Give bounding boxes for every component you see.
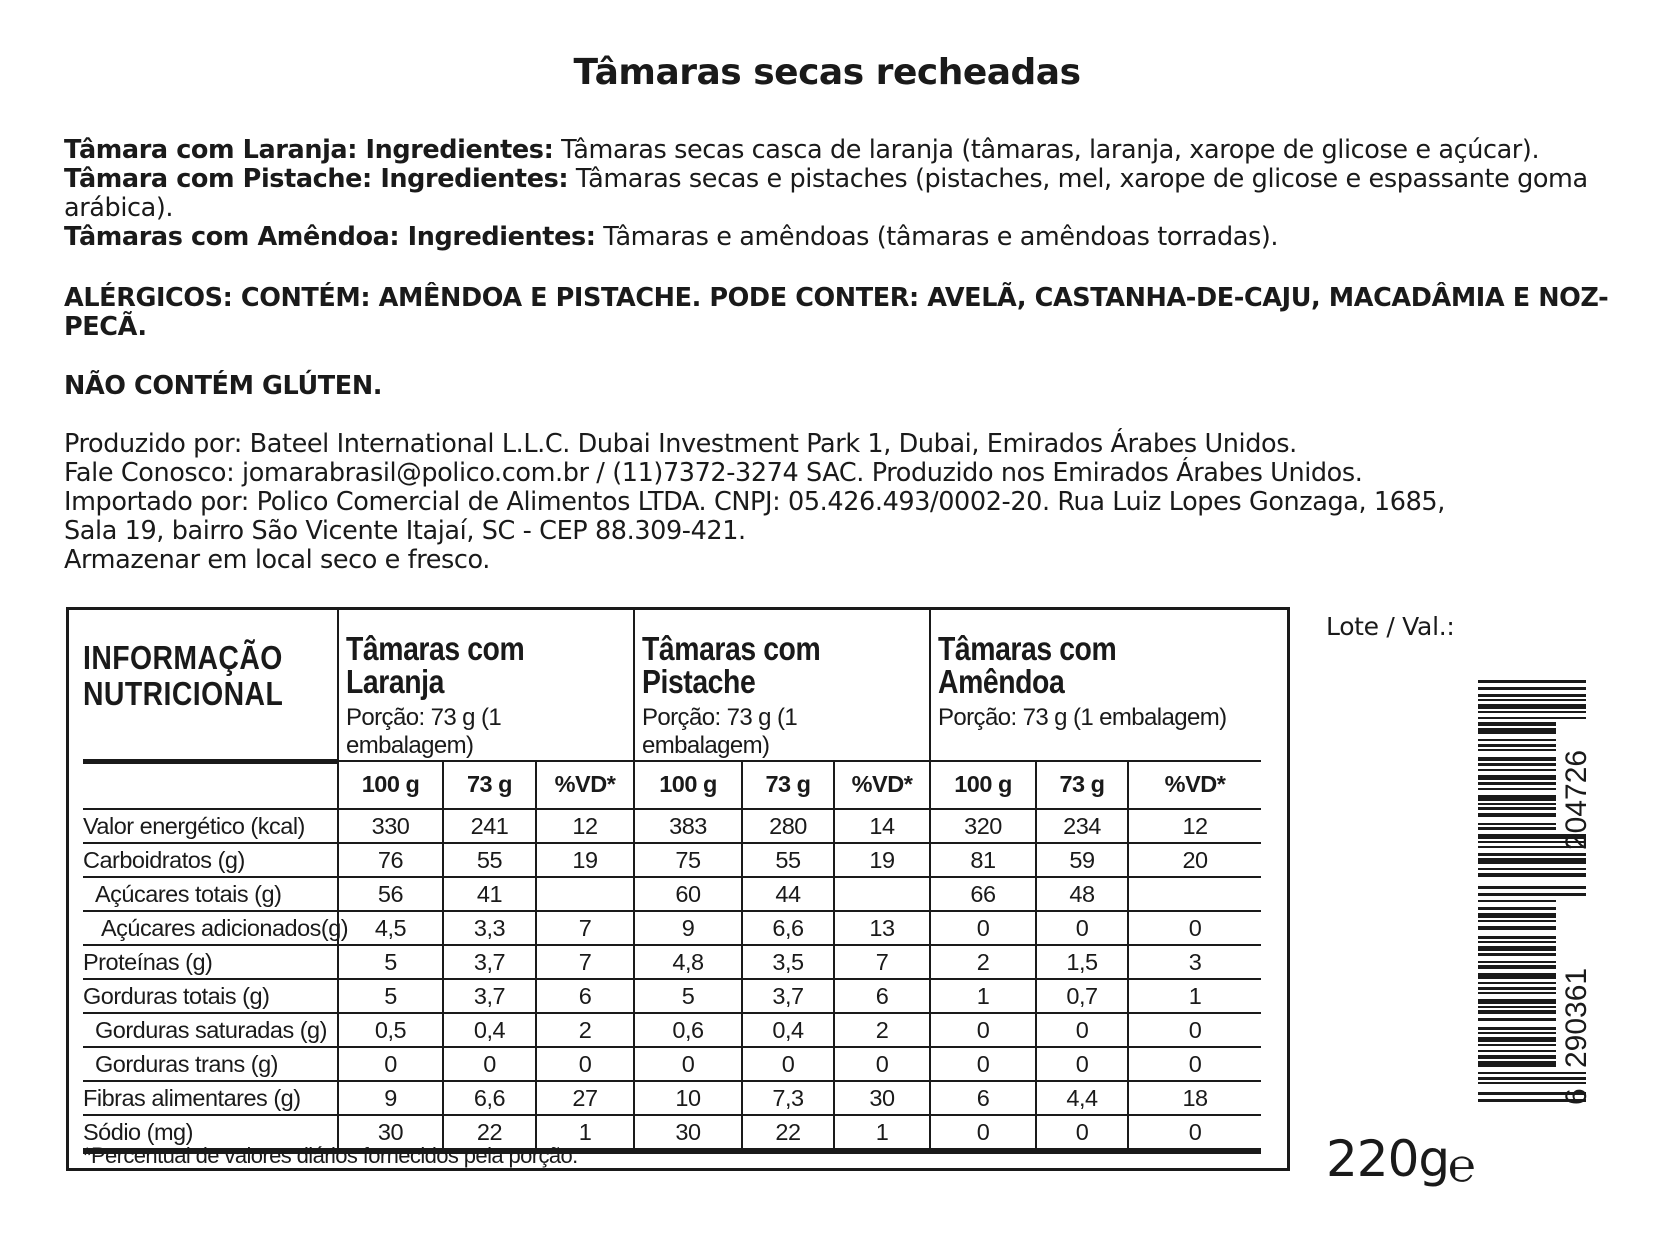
col-header-100g: 100 g — [930, 761, 1036, 809]
barcode-digits-group1: 290361 — [1560, 967, 1593, 1068]
net-weight: 220g — [1326, 1130, 1450, 1188]
nutrient-value: 41 — [443, 877, 536, 911]
nutrient-value: 6,6 — [742, 911, 834, 945]
gluten-notice: NÃO CONTÉM GLÚTEN. — [64, 371, 383, 401]
nutrient-value: 2 — [930, 945, 1036, 979]
nutrient-value: 66 — [930, 877, 1036, 911]
nutrient-value: 0 — [930, 1013, 1036, 1047]
nutrient-value: 0,7 — [1036, 979, 1128, 1013]
nutrient-value: 0 — [1128, 911, 1261, 945]
barcode-bar — [1478, 1018, 1556, 1021]
nutrient-value: 2 — [536, 1013, 634, 1047]
nutrient-value: 4,4 — [1036, 1081, 1128, 1115]
nutrient-row — [83, 877, 1261, 911]
barcode-bar — [1478, 1006, 1556, 1008]
barcode-guard-bar — [1478, 687, 1586, 690]
nutrition-title — [83, 610, 338, 761]
barcode-bar — [1478, 704, 1586, 709]
nutrient-value: 0 — [1128, 1115, 1261, 1151]
nutrient-label: Sódio (mg) — [83, 1115, 338, 1151]
nutrient-value: 22 — [443, 1115, 536, 1151]
nutrient-value: 9 — [634, 911, 742, 945]
barcode-bar — [1478, 788, 1556, 790]
nutrient-value: 19 — [536, 843, 634, 877]
nutrient-label: Açúcares totais (g) — [83, 877, 338, 911]
nutrient-value: 0,5 — [338, 1013, 443, 1047]
barcode-bar — [1478, 987, 1556, 990]
barcode-bar — [1478, 823, 1556, 825]
nutrient-label: Fibras alimentares (g) — [83, 1081, 338, 1115]
product-name-line1: Tâmaras com — [938, 630, 1117, 667]
nutrient-value: 5 — [634, 979, 742, 1013]
nutrient-value: 7 — [834, 945, 930, 979]
nutrient-value: 5 — [338, 945, 443, 979]
barcode-bar — [1478, 1050, 1556, 1052]
nutrient-label: Valor energético (kcal) — [83, 809, 338, 843]
barcode-bar — [1478, 813, 1556, 817]
nutrient-value: 0 — [930, 1115, 1036, 1151]
nutrient-row — [83, 809, 1261, 843]
nutrient-value: 60 — [634, 877, 742, 911]
col-header-100g: 100 g — [338, 761, 443, 809]
nutrient-value: 2 — [834, 1013, 930, 1047]
barcode-bar — [1478, 1077, 1586, 1080]
barcode-digits-group2: 204726 — [1560, 749, 1593, 850]
nutrient-row — [83, 1013, 1261, 1047]
barcode-bar — [1478, 946, 1556, 951]
nutrient-value: 280 — [742, 809, 834, 843]
nutrient-value: 27 — [536, 1081, 634, 1115]
barcode-bar — [1478, 699, 1586, 701]
nutrient-value: 3,7 — [443, 945, 536, 979]
product-name-line1: Tâmaras com — [642, 630, 821, 667]
nutrient-value: 7 — [536, 945, 634, 979]
barcode-bar — [1478, 827, 1556, 830]
barcode-bar — [1478, 1037, 1556, 1042]
barcode-bar — [1478, 907, 1556, 910]
barcode-bar — [1478, 744, 1556, 747]
producer-line: Importado por: Polico Comercial de Alimentos LTDA. CNPJ: 05.426.493/0002-20. Rua Luiz Lopes Gonzaga, 1685, — [64, 487, 1445, 517]
empty-header-cell — [83, 761, 338, 809]
nutrient-row — [83, 843, 1261, 877]
nutrient-value: 6 — [834, 979, 930, 1013]
barcode-bar — [1478, 900, 1556, 902]
product-portion: Porção: 73 g (1 embalagem) — [346, 704, 502, 759]
nutrient-row — [83, 911, 1261, 945]
nutrient-value: 0 — [443, 1047, 536, 1081]
page-title: Tâmaras secas recheadas — [573, 52, 1081, 93]
nutrient-value: 383 — [634, 809, 742, 843]
product-name-line2: Laranja — [346, 663, 444, 700]
nutrient-value: 6,6 — [443, 1081, 536, 1115]
nutrition-facts-box — [66, 607, 1290, 1171]
barcode-bar — [1478, 717, 1586, 719]
nutrient-value: 0 — [930, 1047, 1036, 1081]
nutrient-row — [83, 945, 1261, 979]
nutrient-value: 1 — [930, 979, 1036, 1013]
barcode-bar — [1478, 739, 1556, 741]
nutrient-label: Gorduras trans (g) — [83, 1047, 338, 1081]
estimated-sign-icon: ℮ — [1448, 1138, 1476, 1192]
nutrient-value — [834, 877, 930, 911]
nutrient-value: 0 — [1036, 1013, 1128, 1047]
nutrient-value: 6 — [536, 979, 634, 1013]
barcode-bar — [1478, 807, 1556, 810]
nutrient-label: Carboidratos (g) — [83, 843, 338, 877]
nutrient-value: 5 — [338, 979, 443, 1013]
nutrient-row — [83, 979, 1261, 1013]
nutrient-label: Açúcares adicionados(g) — [83, 911, 338, 945]
nutrient-row — [83, 1047, 1261, 1081]
nutrient-value: 12 — [1128, 809, 1261, 843]
nutrient-row — [83, 1081, 1261, 1115]
nutrient-value: 9 — [338, 1081, 443, 1115]
barcode-guard-bar — [1478, 893, 1586, 896]
nutrient-value: 44 — [742, 877, 834, 911]
nutrient-value: 22 — [742, 1115, 834, 1151]
nutrient-value: 0 — [834, 1047, 930, 1081]
nutrient-value: 20 — [1128, 843, 1261, 877]
nutrient-value: 234 — [1036, 809, 1128, 843]
product-portion: Porção: 73 g (1 embalagem) — [938, 704, 1227, 731]
barcode-bar — [1478, 1044, 1556, 1046]
barcode-bar — [1478, 926, 1556, 930]
nutrient-value: 55 — [443, 843, 536, 877]
barcode-guard-bar — [1478, 680, 1586, 683]
nutrient-value: 1 — [834, 1115, 930, 1151]
nutrient-value: 320 — [930, 809, 1036, 843]
nutrient-value: 7 — [536, 911, 634, 945]
barcode-bar — [1478, 973, 1556, 979]
col-header-vd: %VD* — [834, 761, 930, 809]
barcode-bar — [1478, 941, 1556, 943]
nutrient-value: 6 — [930, 1081, 1036, 1115]
nutrient-value: 3,5 — [742, 945, 834, 979]
barcode-bar — [1478, 1055, 1556, 1059]
barcode-guard-bar — [1478, 886, 1586, 889]
nutrient-label: Gorduras saturadas (g) — [83, 1013, 338, 1047]
nutrition-title-line2: NUTRICIONAL — [83, 675, 284, 712]
nutrient-value: 76 — [338, 843, 443, 877]
product-header-pistache — [634, 610, 930, 761]
barcode — [1478, 680, 1598, 1114]
nutrient-value: 0 — [1128, 1013, 1261, 1047]
ingredient-text: Tâmaras secas casca de laranja (tâmaras, laranja, xarope de glicose e açúcar). — [553, 135, 1540, 165]
nutrient-value: 3,7 — [443, 979, 536, 1013]
nutrient-value: 0,4 — [742, 1013, 834, 1047]
nutrient-value: 12 — [536, 809, 634, 843]
barcode-bar — [1478, 1082, 1586, 1084]
barcode-bar — [1478, 694, 1586, 697]
nutrient-value: 3,3 — [443, 911, 536, 945]
producer-line: Fale Conosco: jomarabrasil@polico.com.br / (11)7372-3274 SAC. Produzido nos Emirados Árabes Unidos. — [64, 458, 1363, 488]
nutrient-value: 0 — [536, 1047, 634, 1081]
nutrient-label: Proteínas (g) — [83, 945, 338, 979]
nutrient-value: 3,7 — [742, 979, 834, 1013]
ingredient-line — [64, 223, 1624, 252]
barcode-bar — [1478, 920, 1556, 922]
ingredients-block — [64, 136, 1624, 252]
barcode-bar — [1478, 711, 1586, 713]
barcode-bar — [1478, 795, 1556, 801]
barcode-graphic — [1478, 680, 1598, 1110]
nutrient-value: 75 — [634, 843, 742, 877]
product-portion: Porção: 73 g (1 embalagem) — [642, 704, 798, 759]
nutrient-value: 7,3 — [742, 1081, 834, 1115]
nutrient-value: 30 — [834, 1081, 930, 1115]
barcode-bar — [1478, 757, 1556, 761]
nutrient-value: 1 — [1128, 979, 1261, 1013]
ingredient-label: Tâmara com Laranja: Ingredientes: — [64, 135, 554, 165]
nutrient-value: 0 — [1036, 1047, 1128, 1081]
barcode-bar — [1478, 965, 1556, 969]
ingredient-line — [64, 136, 1624, 165]
nutrient-value: 0,6 — [634, 1013, 742, 1047]
barcode-bar — [1478, 873, 1586, 877]
col-header-100g: 100 g — [634, 761, 742, 809]
nutrient-value: 13 — [834, 911, 930, 945]
col-header-vd: %VD* — [1128, 761, 1261, 809]
nutrient-value: 4,8 — [634, 945, 742, 979]
nutrient-value: 14 — [834, 809, 930, 843]
nutrient-value: 3 — [1128, 945, 1261, 979]
nutrient-value: 0 — [338, 1047, 443, 1081]
nutrition-footnote: *Percentual de valores diários fornecidos pela porção. — [83, 1143, 578, 1168]
nutrient-value: 0 — [742, 1047, 834, 1081]
nutrient-value: 48 — [1036, 877, 1128, 911]
nutrient-value: 10 — [634, 1081, 742, 1115]
nutrient-value: 30 — [338, 1115, 443, 1151]
column-header-row — [83, 761, 1261, 809]
nutrient-value — [536, 877, 634, 911]
ingredient-label: Tâmara com Pistache: Ingredientes: — [64, 164, 569, 194]
nutrient-value: 1,5 — [1036, 945, 1128, 979]
lot-expiry-label: Lote / Val.: — [1326, 612, 1455, 641]
barcode-bar — [1478, 1010, 1556, 1014]
barcode-bar — [1478, 999, 1556, 1004]
nutrient-value: 0 — [930, 911, 1036, 945]
product-header-amendoa — [930, 610, 1261, 761]
nutrient-value: 0 — [1128, 1047, 1261, 1081]
product-header-laranja — [338, 610, 634, 761]
barcode-bar — [1478, 982, 1556, 984]
barcode-bar — [1478, 992, 1556, 994]
barcode-bar — [1478, 858, 1586, 864]
barcode-bar — [1478, 953, 1556, 956]
nutrient-value: 59 — [1036, 843, 1128, 877]
nutrient-value: 18 — [1128, 1081, 1261, 1115]
nutrient-value: 0,4 — [443, 1013, 536, 1047]
barcode-bar — [1478, 961, 1556, 963]
nutrient-value: 0 — [1036, 911, 1128, 945]
barcode-bar — [1478, 936, 1556, 939]
barcode-bar — [1478, 782, 1556, 785]
product-name-line2: Amêndoa — [938, 663, 1065, 700]
nutrient-value: 30 — [634, 1115, 742, 1151]
barcode-bar — [1478, 803, 1556, 805]
ingredient-text: Tâmaras e amêndoas (tâmaras e amêndoas torradas). — [595, 222, 1279, 252]
barcode-bar — [1478, 913, 1556, 918]
col-header-73g: 73 g — [443, 761, 536, 809]
producer-line: Sala 19, bairro São Vicente Itajaí, SC - CEP 88.309-421. — [64, 516, 746, 546]
barcode-bar — [1478, 1072, 1586, 1074]
producer-info — [64, 430, 1624, 575]
barcode-bar — [1478, 769, 1556, 771]
barcode-bar — [1478, 749, 1556, 751]
barcode-bar — [1478, 1061, 1556, 1067]
nutrient-value: 4,5 — [338, 911, 443, 945]
barcode-bar — [1478, 1032, 1556, 1034]
producer-line: Armazenar em local seco e fresco. — [64, 545, 491, 575]
nutrient-value: 56 — [338, 877, 443, 911]
nutrient-value: 0 — [1036, 1115, 1128, 1151]
producer-line: Produzido por: Bateel International L.L.C. Dubai Investment Park 1, Dubai, Emirados Árabes Unidos. — [64, 429, 1297, 459]
col-header-vd: %VD* — [536, 761, 634, 809]
barcode-digit-first: 6 — [1560, 1088, 1593, 1105]
barcode-bar — [1478, 722, 1556, 726]
ingredient-line — [64, 165, 1624, 223]
nutrient-value: 19 — [834, 843, 930, 877]
nutrient-value: 1 — [536, 1115, 634, 1151]
barcode-bar — [1478, 868, 1586, 870]
nutrient-value: 0 — [634, 1047, 742, 1081]
col-header-73g: 73 g — [742, 761, 834, 809]
barcode-bar — [1478, 763, 1556, 766]
ingredient-label: Tâmaras com Amêndoa: Ingredientes: — [64, 222, 596, 252]
nutrition-title-line1: INFORMAÇÃO — [83, 639, 283, 676]
product-name-line1: Tâmaras com — [346, 630, 525, 667]
barcode-bar — [1478, 853, 1586, 856]
nutrient-value: 55 — [742, 843, 834, 877]
barcode-bar — [1478, 1027, 1556, 1030]
col-header-73g: 73 g — [1036, 761, 1128, 809]
nutrient-value — [1128, 877, 1261, 911]
barcode-bar — [1478, 728, 1556, 734]
nutrient-value: 241 — [443, 809, 536, 843]
ingredient-text: Tâmaras secas e pistaches (pistaches, mel, xarope de glicose e espassante goma arábica). — [64, 164, 1588, 223]
nutrient-value: 330 — [338, 809, 443, 843]
nutrition-table — [83, 610, 1261, 1154]
product-name-line2: Pistache — [642, 663, 756, 700]
nutrient-value: 81 — [930, 843, 1036, 877]
allergens-warning: ALÉRGICOS: CONTÉM: AMÊNDOA E PISTACHE. PODE CONTER: AVELÃ, CASTANHA-DE-CAJU, MACADÂMIA E NOZ-PECÃ. — [64, 283, 1609, 342]
nutrient-label: Gorduras totais (g) — [83, 979, 338, 1013]
barcode-bar — [1478, 775, 1556, 780]
